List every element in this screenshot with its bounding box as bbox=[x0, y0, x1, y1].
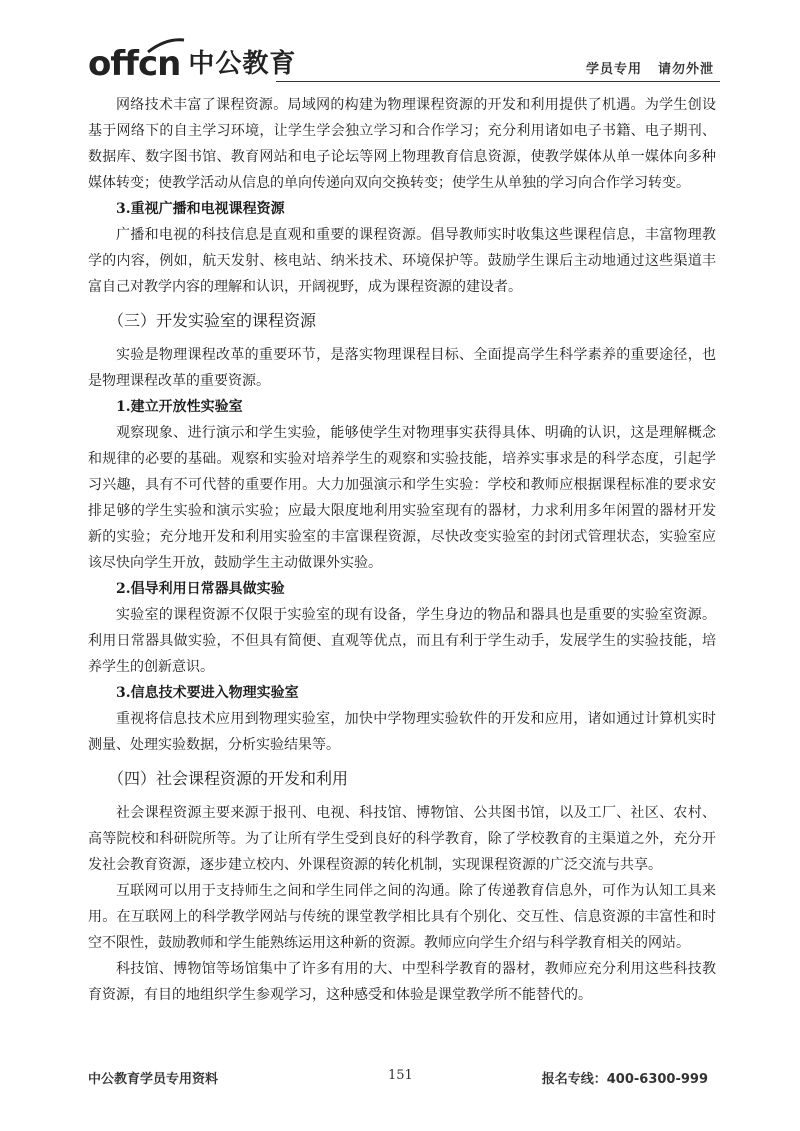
page-header bbox=[88, 38, 720, 84]
footer-material-label: 中公教育学员专用资料 bbox=[88, 1072, 219, 1087]
paragraph-museums: 科技馆、博物馆等场馆集中了许多有用的大、中型科学教育的器材，教师应充分利用这些科技教育资源，有目的地组织学生参观学习，这种感受和体验是课堂教学所不能替代的。 bbox=[88, 961, 716, 1003]
subheading-broadcast: 3.重视广播和电视课程资源 bbox=[116, 201, 285, 217]
paragraph-broadcast: 广播和电视的科技信息是直观和重要的课程资源。倡导教师实时收集这些课程信息，丰富物理教学的内容，例如，航天发射、核电站、纳米技术、环境保护等。鼓励学生课后主动地通过这些渠道丰富自己对教学内容的理解和认识，开阔视野，成为课程资源的建设者。 bbox=[88, 227, 716, 295]
header-tag-students-only: 学员专用 bbox=[585, 62, 642, 77]
page-footer bbox=[88, 1068, 708, 1088]
section-heading-lab: （三）开发实验室的课程资源 bbox=[108, 311, 317, 330]
subheading-info-tech-lab: 3.信息技术要进入物理实验室 bbox=[116, 685, 299, 701]
paragraph-daily-tools: 实验室的课程资源不仅限于实验室的现有设备，学生身边的物品和器具也是重要的实验室资源。利用日常器具做实验，不但具有简便、直观等优点，而且有利于学生动手，发展学生的实验技能，培养学生的创新意识。 bbox=[88, 607, 716, 675]
page-content bbox=[88, 92, 716, 1008]
paragraph-lab-intro: 实验是物理课程改革的重要环节，是落实物理课程目标、全面提高学生科学素养的重要途径，也是物理课程改革的重要资源。 bbox=[88, 347, 716, 389]
paragraph-info-tech-lab: 重视将信息技术应用到物理实验室，加快中学物理实验软件的开发和应用，诸如通过计算机实时测量、处理实验数据，分析实验结果等。 bbox=[88, 711, 716, 753]
header-tags bbox=[586, 58, 714, 77]
page-number: 151 bbox=[388, 1068, 413, 1083]
header-divider bbox=[276, 81, 720, 82]
section-heading-social: （四）社会课程资源的开发和利用 bbox=[108, 769, 349, 788]
paragraph-internet: 互联网可以用于支持师生之间和学生同伴之间的沟通。除了传递教育信息外，可作为认知工具来用。在互联网上的科学教学网站与传统的课堂教学相比具有个别化、交互性、信息资源的丰富性和时空不限性，鼓励教师和学生能熟练运用这种新的资源。教师应向学生介绍与科学教育相关的网站。 bbox=[88, 883, 716, 951]
logo-cn-text: 中公教育 bbox=[188, 49, 297, 79]
offcn-logo bbox=[88, 38, 296, 84]
subheading-daily-tools: 2.倡导利用日常器具做实验 bbox=[116, 581, 285, 597]
subheading-open-lab: 1.建立开放性实验室 bbox=[116, 399, 243, 415]
logo-swoosh-icon bbox=[146, 36, 186, 56]
logo-latin-text: offcn bbox=[88, 44, 181, 84]
footer-hotline: 报名专线：400-6300-999 bbox=[541, 1072, 708, 1087]
header-tag-confidential: 请勿外泄 bbox=[657, 62, 714, 77]
paragraph-open-lab: 观察现象、进行演示和学生实验，能够使学生对物理事实获得具体、明确的认识，这是理解概念和规律的必要的基础。观察和实验对培养学生的观察和实验技能，培养实事求是的科学态度，引起学习兴趣，具有不可代替的重要作用。大力加强演示和学生实验：学校和教师应根据课程标准的要求安排足够的学生实验和演示实验；应最大限度地利用实验室现有的器材，力求利用多年闲置的器材开发新的实验；充分地开发和利用实验室的丰富课程资源，尽快改变实验室的封闭式管理状态，实验室应该尽快向学生开放，鼓励学生主动做课外实验。 bbox=[88, 425, 716, 571]
paragraph-network-tech: 网络技术丰富了课程资源。局域网的构建为物理课程资源的开发和利用提供了机遇。为学生创设基于网络下的自主学习环境，让学生学会独立学习和合作学习；充分利用诸如电子书籍、电子期刊、数据库、数字图书馆、教育网站和电子论坛等网上物理教育信息资源，使教学媒体从单一媒体向多种媒体转变；使教学活动从信息的单向传递向双向交换转变；使学生从单独的学习向合作学习转变。 bbox=[88, 97, 716, 191]
paragraph-social-resources: 社会课程资源主要来源于报刊、电视、科技馆、博物馆、公共图书馆，以及工厂、社区、农村、高等院校和科研院所等。为了让所有学生受到良好的科学教育，除了学校教育的主渠道之外，充分开发社会教育资源，逐步建立校内、外课程资源的转化机制，实现课程资源的广泛交流与共享。 bbox=[88, 805, 716, 873]
